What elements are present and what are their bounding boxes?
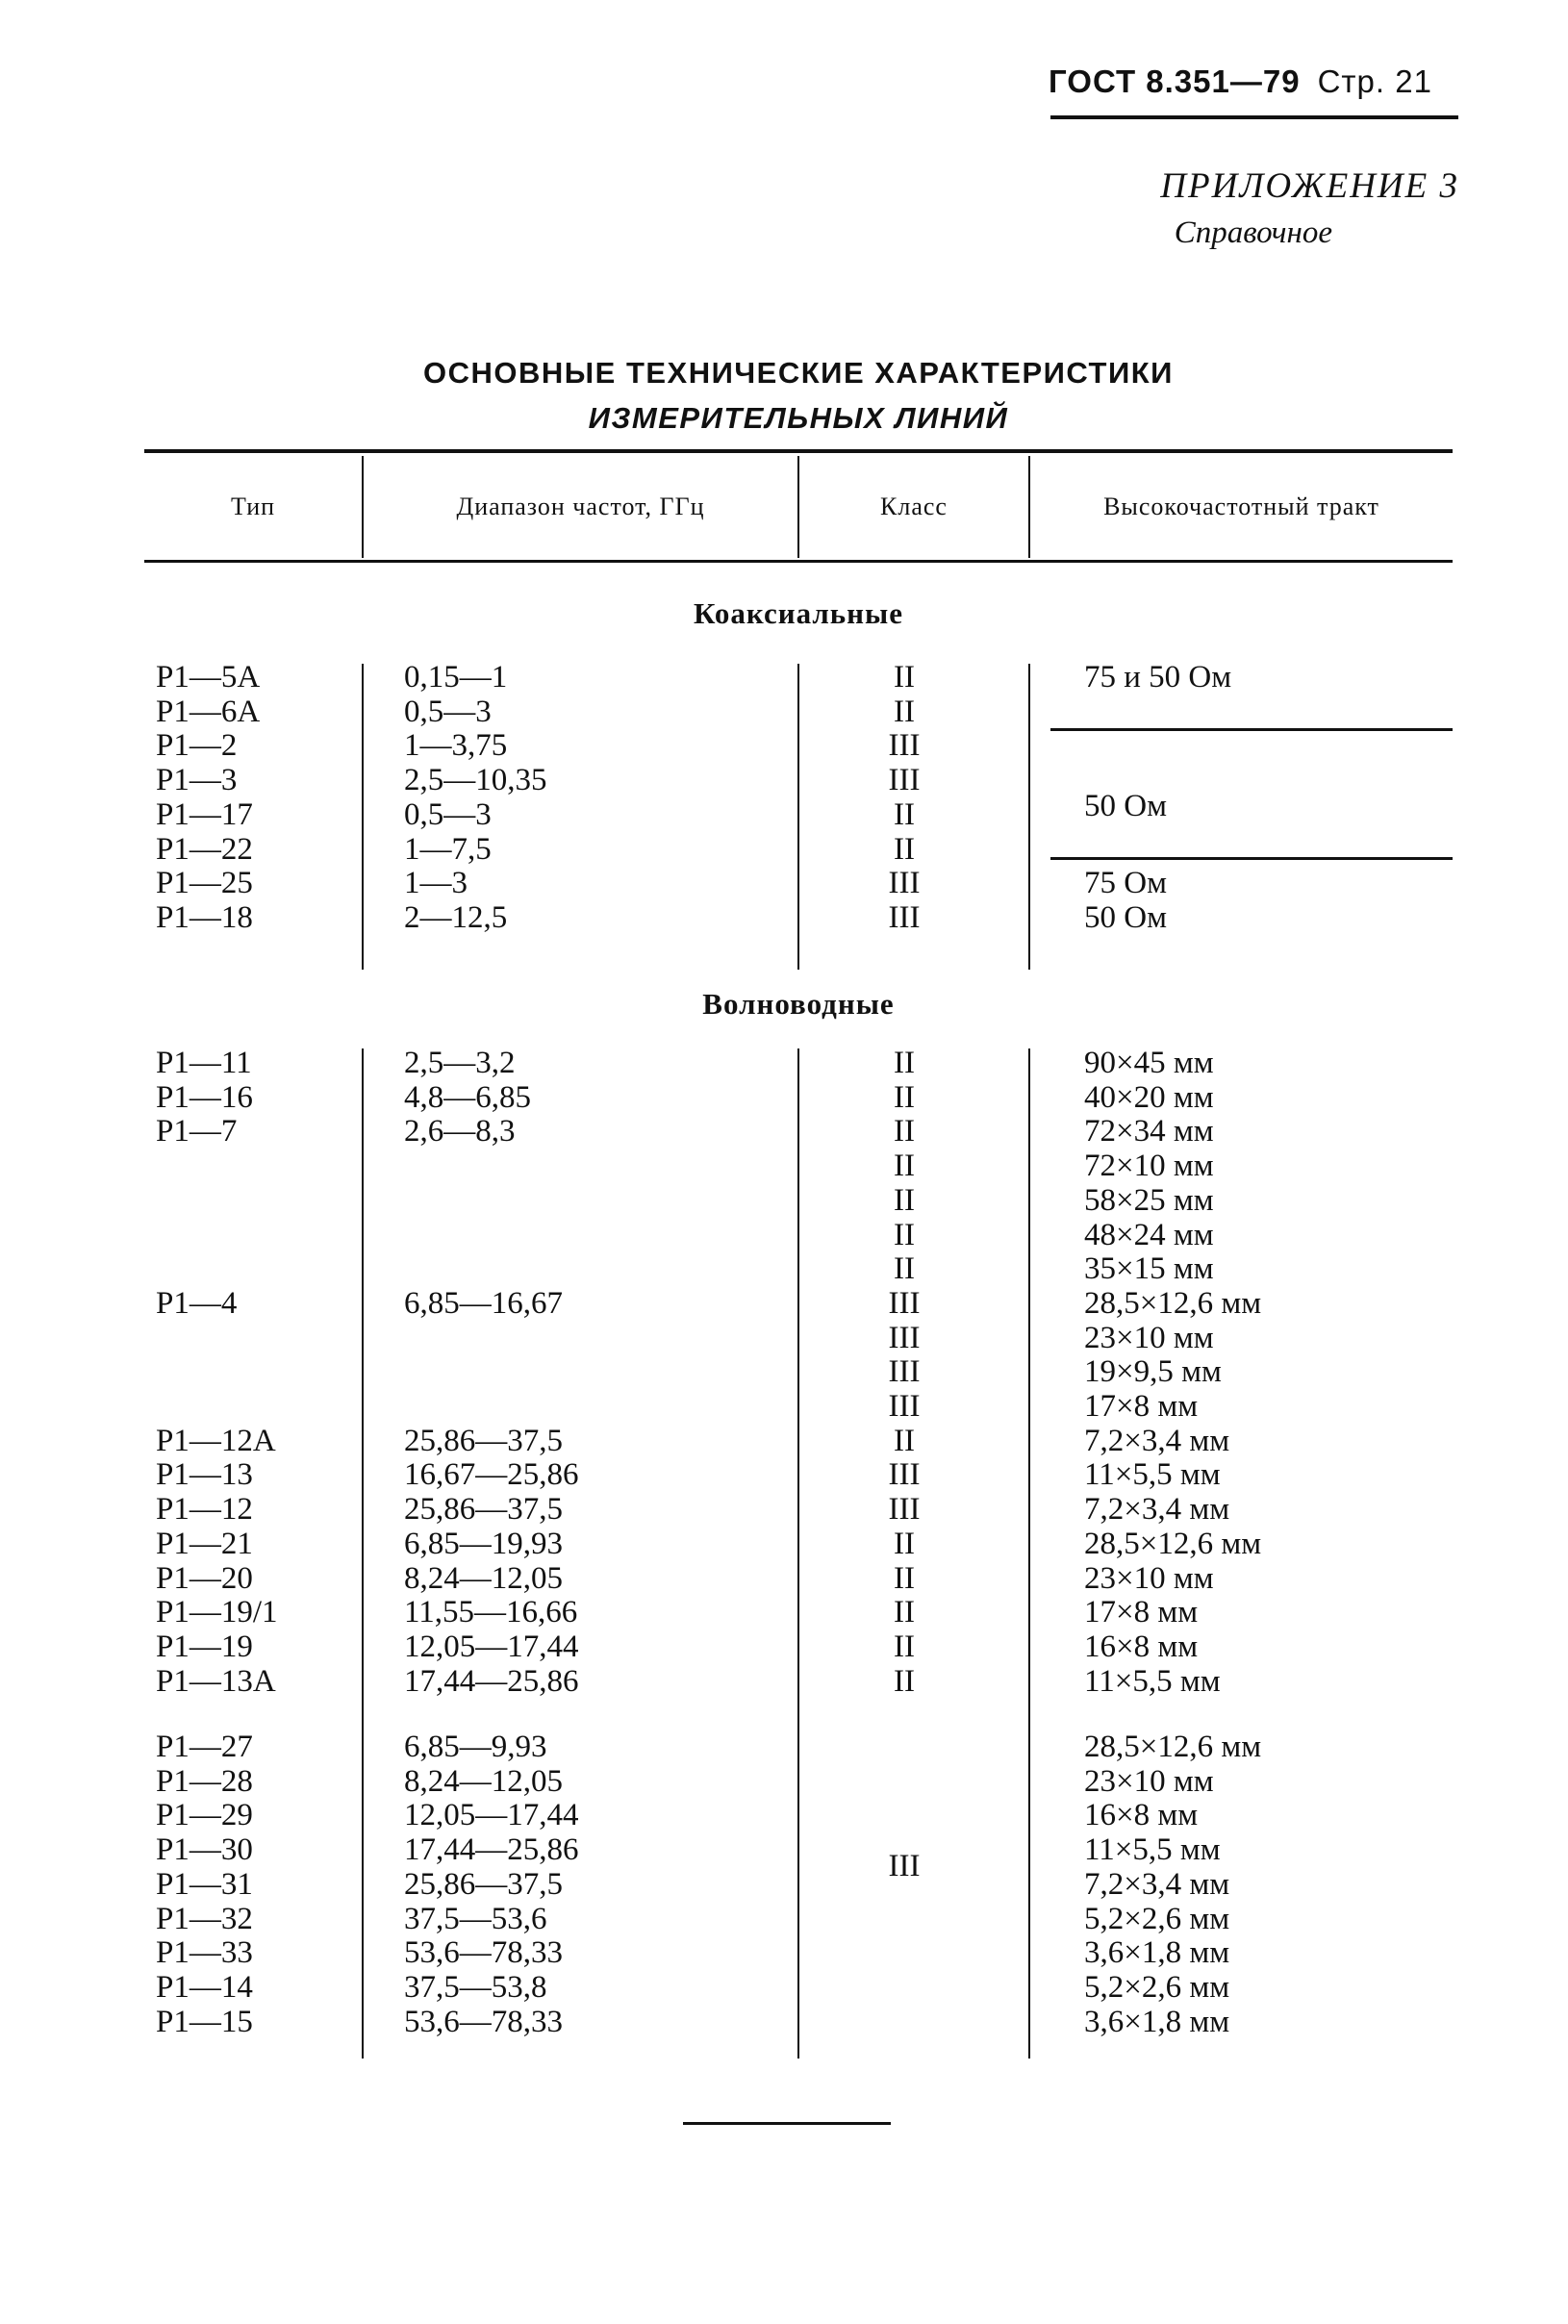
cell-class: III xyxy=(888,1285,921,1321)
cell-type: Р1—16 xyxy=(156,1079,253,1115)
cell-tract: 5,2×2,6 мм xyxy=(1084,1901,1230,1936)
cell-class: III xyxy=(888,1457,921,1493)
cell-range: 25,86—37,5 xyxy=(404,1492,563,1528)
cell-class: II xyxy=(894,1663,915,1699)
cell-class: II xyxy=(894,694,915,729)
cell-tract: 7,2×3,4 мм xyxy=(1084,1423,1230,1458)
table-row xyxy=(0,900,1568,935)
cell-range: 12,05—17,44 xyxy=(404,1629,579,1664)
cell-tract: 23×10 мм xyxy=(1084,1320,1214,1355)
table-row xyxy=(0,1902,1568,1936)
tract-group-rule xyxy=(1050,857,1453,860)
cell-class: III xyxy=(888,866,921,901)
cell-type: Р1—18 xyxy=(156,899,253,935)
table-row xyxy=(0,763,1568,797)
table-row xyxy=(0,1595,1568,1629)
table-row xyxy=(0,1457,1568,1492)
cell-range: 8,24—12,05 xyxy=(404,1763,563,1799)
cell-range: 0,15—1 xyxy=(404,660,508,695)
cell-tract: 17×8 мм xyxy=(1084,1389,1199,1424)
cell-type: Р1—31 xyxy=(156,1866,253,1902)
cell-type: Р1—4 xyxy=(156,1285,238,1321)
cell-type: Р1—27 xyxy=(156,1730,253,1764)
cell-tract: 28,5×12,6 мм xyxy=(1084,1526,1262,1561)
header-frequency-range: Диапазон частот, ГГц xyxy=(456,493,705,520)
cell-range: 53,6—78,33 xyxy=(404,1935,563,1971)
cell-class: II xyxy=(894,1182,915,1218)
cell-type: Р1—11 xyxy=(156,1046,252,1080)
cell-tract: 35×15 мм xyxy=(1084,1251,1214,1287)
table-row xyxy=(0,1561,1568,1596)
cell-type: Р1—19 xyxy=(156,1629,253,1664)
table-row xyxy=(0,1730,1568,1764)
table-top-rule xyxy=(144,449,1453,453)
cell-range: 2,5—3,2 xyxy=(404,1046,516,1080)
appendix-subtitle: Справочное xyxy=(1174,215,1332,250)
table-row xyxy=(0,1492,1568,1527)
cell-type: Р1—32 xyxy=(156,1901,253,1936)
table-row xyxy=(0,1354,1568,1389)
cell-class: III xyxy=(888,1492,921,1528)
cell-type: Р1—17 xyxy=(156,796,253,832)
table-row xyxy=(0,1629,1568,1664)
table-row xyxy=(0,1286,1568,1321)
cell-class: II xyxy=(894,1149,915,1184)
cell-type: Р1—13А xyxy=(156,1663,276,1699)
table-row xyxy=(0,1832,1568,1867)
cell-range: 8,24—12,05 xyxy=(404,1560,563,1596)
cell-range: 2,6—8,3 xyxy=(404,1114,516,1149)
header-type: Тип xyxy=(230,493,276,520)
cell-class: II xyxy=(894,1526,915,1561)
cell-type: Р1—5А xyxy=(156,660,261,695)
table-row xyxy=(0,1867,1568,1902)
cell-class: II xyxy=(894,1046,915,1080)
cell-class: II xyxy=(894,1114,915,1149)
table-row xyxy=(0,832,1568,867)
cell-type: Р1—3 xyxy=(156,763,238,798)
table-row xyxy=(0,1664,1568,1699)
cell-range: 2—12,5 xyxy=(404,899,508,935)
cell-class: II xyxy=(894,1629,915,1664)
table-row xyxy=(0,1149,1568,1183)
table-title-line1: ОСНОВНЫЕ ТЕХНИЧЕСКИЕ ХАРАКТЕРИСТИКИ xyxy=(423,356,1174,390)
cell-tract: 3,6×1,8 мм xyxy=(1084,1935,1230,1971)
cell-tract: 28,5×12,6 мм xyxy=(1084,1730,1262,1764)
cell-type: Р1—22 xyxy=(156,831,253,867)
cell-class: II xyxy=(894,1079,915,1115)
standard-number: ГОСТ 8.351—79 xyxy=(1049,63,1301,99)
cell-tract: 23×10 мм xyxy=(1084,1560,1214,1596)
table-row xyxy=(0,1218,1568,1252)
tract-group: 50 Ом xyxy=(1084,900,1167,935)
page-header xyxy=(1049,63,1432,100)
cell-tract: 28,5×12,6 мм xyxy=(1084,1285,1262,1321)
cell-tract: 3,6×1,8 мм xyxy=(1084,2004,1230,2039)
cell-range: 53,6—78,33 xyxy=(404,2004,563,2039)
header-class: Класс xyxy=(880,493,948,520)
end-rule xyxy=(683,2122,891,2125)
cell-class: II xyxy=(894,831,915,867)
cell-tract: 72×10 мм xyxy=(1084,1149,1214,1184)
cell-range: 0,5—3 xyxy=(404,694,492,729)
cell-type: Р1—28 xyxy=(156,1763,253,1799)
cell-type: Р1—30 xyxy=(156,1832,253,1868)
cell-type: Р1—7 xyxy=(156,1114,238,1149)
table-row xyxy=(0,1798,1568,1832)
cell-class: III xyxy=(888,1389,921,1424)
cell-range: 17,44—25,86 xyxy=(404,1663,579,1699)
cell-tract: 7,2×3,4 мм xyxy=(1084,1866,1230,1902)
cell-range: 11,55—16,66 xyxy=(404,1595,578,1630)
cell-range: 2,5—10,35 xyxy=(404,763,547,798)
section-coaxial: Коаксиальные xyxy=(693,596,904,630)
cell-class: III xyxy=(888,728,921,764)
cell-tract: 11×5,5 мм xyxy=(1084,1663,1221,1699)
cell-tract: 11×5,5 мм xyxy=(1084,1832,1221,1868)
table-row xyxy=(0,1114,1568,1149)
cell-tract: 7,2×3,4 мм xyxy=(1084,1492,1230,1528)
cell-range: 6,85—9,93 xyxy=(404,1730,547,1764)
table-header-rule xyxy=(144,560,1453,563)
table-row xyxy=(0,1046,1568,1080)
cell-tract: 19×9,5 мм xyxy=(1084,1354,1222,1390)
table-row xyxy=(0,1764,1568,1799)
table-row xyxy=(0,1183,1568,1218)
cell-range: 37,5—53,6 xyxy=(404,1901,547,1936)
section-waveguide: Волноводные xyxy=(702,987,895,1021)
table-title-line2: ИЗМЕРИТЕЛЬНЫХ ЛИНИЙ xyxy=(588,401,1009,435)
cell-type: Р1—12А xyxy=(156,1423,276,1458)
cell-type: Р1—19/1 xyxy=(156,1595,278,1630)
cell-range: 25,86—37,5 xyxy=(404,1866,563,1902)
table-row xyxy=(0,1321,1568,1355)
tract-group: 75 Ом xyxy=(1084,866,1167,900)
group2-class: III xyxy=(888,1849,921,1883)
table-row xyxy=(0,728,1568,763)
cell-range: 37,5—53,8 xyxy=(404,1969,547,2005)
cell-tract: 72×34 мм xyxy=(1084,1114,1214,1149)
table-row xyxy=(0,1424,1568,1458)
table-row xyxy=(0,1080,1568,1115)
cell-tract: 23×10 мм xyxy=(1084,1763,1214,1799)
table-row xyxy=(0,660,1568,695)
table-row xyxy=(0,866,1568,900)
cell-tract: 17×8 мм xyxy=(1084,1595,1199,1630)
cell-type: Р1—25 xyxy=(156,866,253,901)
table-row xyxy=(0,695,1568,729)
table-row xyxy=(0,1251,1568,1286)
cell-range: 6,85—16,67 xyxy=(404,1285,563,1321)
cell-tract: 90×45 мм xyxy=(1084,1046,1214,1080)
cell-class: II xyxy=(894,796,915,832)
page-number: Стр. 21 xyxy=(1317,63,1432,99)
cell-tract: 40×20 мм xyxy=(1084,1079,1214,1115)
cell-tract: 5,2×2,6 мм xyxy=(1084,1969,1230,2005)
cell-range: 0,5—3 xyxy=(404,796,492,832)
cell-type: Р1—29 xyxy=(156,1798,253,1833)
cell-class: II xyxy=(894,1251,915,1287)
table-row xyxy=(0,1389,1568,1424)
cell-range: 17,44—25,86 xyxy=(404,1832,579,1868)
cell-type: Р1—6А xyxy=(156,694,261,729)
cell-class: III xyxy=(888,763,921,798)
table-row xyxy=(0,1527,1568,1561)
header-hf-tract: Высокочастотный тракт xyxy=(1103,493,1379,520)
tract-group: 75 и 50 Ом xyxy=(1084,660,1232,695)
cell-type: Р1—13 xyxy=(156,1457,253,1493)
cell-tract: 16×8 мм xyxy=(1084,1629,1199,1664)
table-row xyxy=(0,2005,1568,2039)
cell-class: II xyxy=(894,1595,915,1630)
cell-range: 12,05—17,44 xyxy=(404,1798,579,1833)
table-row xyxy=(0,797,1568,832)
cell-range: 6,85—19,93 xyxy=(404,1526,563,1561)
cell-tract: 58×25 мм xyxy=(1084,1182,1214,1218)
cell-range: 1—3 xyxy=(404,866,468,901)
cell-class: III xyxy=(888,1320,921,1355)
cell-tract: 11×5,5 мм xyxy=(1084,1457,1221,1493)
appendix-title: ПРИЛОЖЕНИЕ 3 xyxy=(1160,166,1459,206)
cell-range: 1—7,5 xyxy=(404,831,492,867)
cell-tract: 16×8 мм xyxy=(1084,1798,1199,1833)
cell-tract: 48×24 мм xyxy=(1084,1217,1214,1252)
tract-group: 50 Ом xyxy=(1084,789,1167,823)
cell-type: Р1—2 xyxy=(156,728,238,764)
header-rule xyxy=(1050,115,1458,119)
cell-range: 1—3,75 xyxy=(404,728,508,764)
cell-range: 16,67—25,86 xyxy=(404,1457,579,1493)
cell-range: 4,8—6,85 xyxy=(404,1079,531,1115)
cell-type: Р1—12 xyxy=(156,1492,253,1528)
cell-class: III xyxy=(888,1354,921,1390)
tract-group-rule xyxy=(1050,728,1453,731)
cell-type: Р1—33 xyxy=(156,1935,253,1971)
table-row xyxy=(0,1970,1568,2005)
cell-type: Р1—15 xyxy=(156,2004,253,2039)
table-row xyxy=(0,1935,1568,1970)
cell-class: II xyxy=(894,1560,915,1596)
cell-class: III xyxy=(888,899,921,935)
cell-range: 25,86—37,5 xyxy=(404,1423,563,1458)
cell-type: Р1—20 xyxy=(156,1560,253,1596)
cell-type: Р1—14 xyxy=(156,1969,253,2005)
cell-class: II xyxy=(894,1423,915,1458)
cell-type: Р1—21 xyxy=(156,1526,253,1561)
cell-class: II xyxy=(894,1217,915,1252)
cell-class: II xyxy=(894,660,915,695)
